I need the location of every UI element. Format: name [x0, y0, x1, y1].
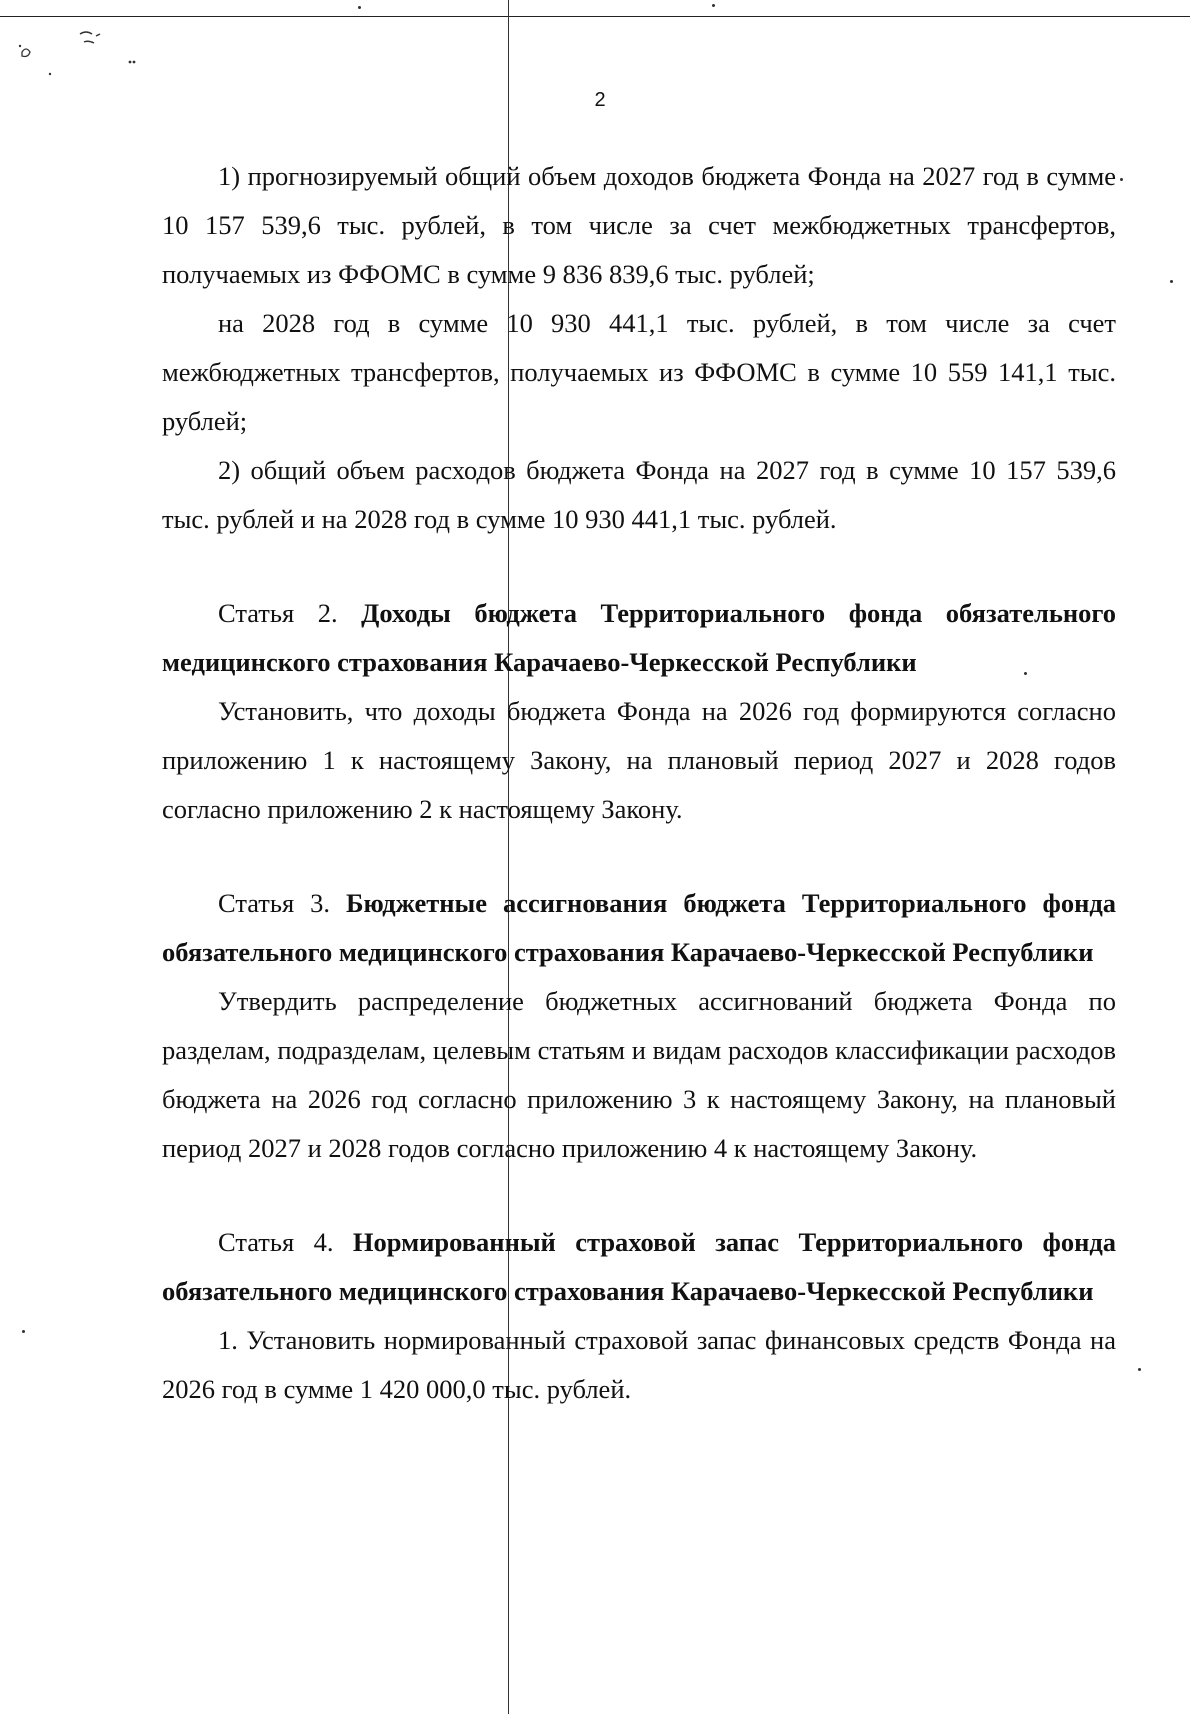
paragraph-revenue-2028: на 2028 год в сумме 10 930 441,1 тыс. рублей, в том числе за счет межбюджетных трансфертов, получаемых из ФФОМС в сумме 10 559 141,1 тыс. рублей; — [162, 308, 1116, 436]
scan-specks-icon — [10, 22, 140, 92]
article-4-prefix: Статья 4. — [218, 1227, 353, 1257]
article-2-title: Доходы бюджета Территориального фонда обязательного медицинского страхования Карачаево-Черкесской Республики — [162, 598, 1116, 677]
page-number: 2 — [594, 89, 606, 111]
paragraph-expenses: 2) общий объем расходов бюджета Фонда на 2027 год в сумме 10 157 539,6 тыс. рублей и на 2028 год в сумме 10 930 441,1 тыс. рублей. — [162, 455, 1116, 534]
article-3-heading — [162, 879, 1116, 977]
scan-speck — [22, 1330, 25, 1333]
scan-speck — [358, 6, 361, 9]
article-3-prefix: Статья 3. — [218, 888, 346, 918]
article-2-body: Установить, что доходы бюджета Фонда на 2026 год формируются согласно приложению 1 к настоящему Закону, на плановый период 2027 и 2028 годов согласно приложению 2 к настоящему Закону. — [162, 696, 1116, 824]
article-4-title: Нормированный страховой запас Территориального фонда обязательного медицинского страхования Карачаево-Черкесской Республики — [162, 1227, 1116, 1306]
article-3-title: Бюджетные ассигнования бюджета Территориального фонда обязательного медицинского страхования Карачаево-Черкесской Республики — [162, 888, 1116, 967]
scan-speck — [1170, 280, 1173, 283]
scan-top-rule — [0, 16, 1190, 17]
article-4-heading — [162, 1218, 1116, 1316]
article-2-heading — [162, 589, 1116, 687]
scan-speck — [1120, 178, 1123, 181]
scan-speck — [712, 4, 715, 7]
paragraph-revenue-2027: 1) прогнозируемый общий объем доходов бюджета Фонда на 2027 год в сумме 10 157 539,6 тыс. рублей, в том числе за счет межбюджетных трансфертов, получаемых из ФФОМС в сумме 9 836 839,6 тыс. рублей; — [162, 161, 1116, 289]
scan-speck — [1138, 1368, 1141, 1371]
article-2-prefix: Статья 2. — [218, 598, 362, 628]
article-3-body: Утвердить распределение бюджетных ассигнований бюджета Фонда по разделам, подразделам, целевым статьям и видам расходов классификации расходов бюджета на 2026 год согласно приложению 3 к настоящему Закону, на плановый период 2027 и 2028 годов согласно приложению 4 к настоящему Закону. — [162, 986, 1116, 1163]
article-4-item-1: 1. Установить нормированный страховой запас финансовых средств Фонда на 2026 год в сумме 1 420 000,0 тыс. рублей. — [162, 1325, 1116, 1404]
document-body — [162, 152, 1116, 1414]
